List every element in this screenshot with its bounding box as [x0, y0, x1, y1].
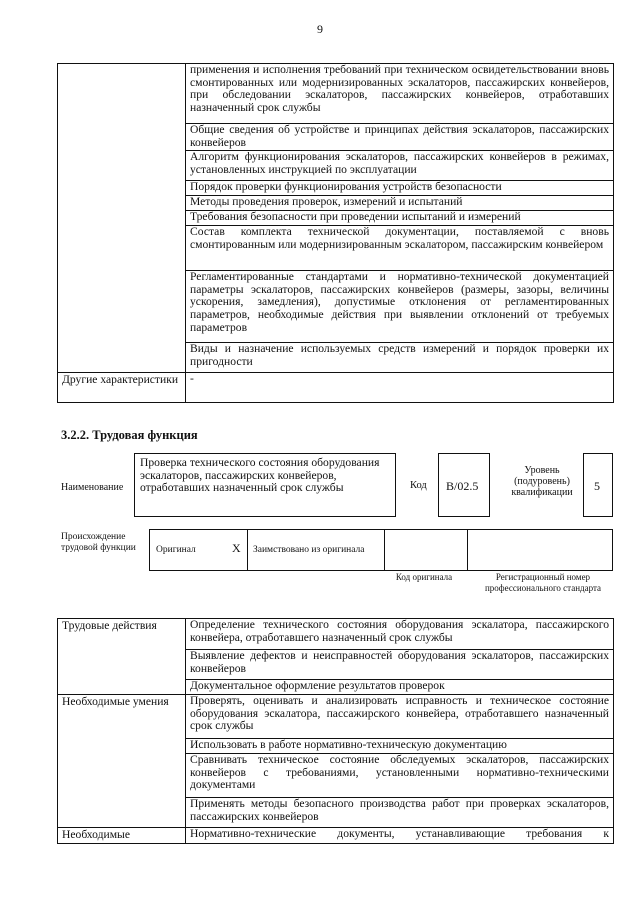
skill-item: Проверять, оценивать и анализировать исправность и техническое состояние оборудования эскалатора, пассажирского конвейера, отработавшего назначенный срок службы [186, 695, 614, 739]
section-title: 3.2.2. Трудовая функция [61, 428, 198, 442]
action-item: Выявление дефектов и неисправностей оборудования эскалаторов, пассажирских конвейеров [186, 650, 614, 680]
function-name-box [134, 453, 396, 517]
function-name: Проверка технического состояния оборудования эскалаторов, пассажирских конвейеров, отработавших назначенный срок службы [140, 456, 380, 495]
table-row [58, 373, 614, 403]
table-row [58, 828, 614, 844]
knowledge-item: Виды и назначение используемых средств измерений и порядок проверки их пригодности [186, 343, 614, 373]
knowledge-item: Нормативно-технические документы, устанавливающие требования к [186, 828, 614, 844]
row-label-knowledge: Необходимые [58, 828, 186, 844]
row-label-actions: Трудовые действия [58, 619, 186, 695]
row-label-other: Другие характеристики [58, 373, 186, 403]
knowledge-item: Алгоритм функционирования эскалаторов, пассажирских конвейеров в режимах, установленных инструкцией по эксплуатации [186, 151, 614, 181]
code-value: B/02.5 [446, 479, 479, 493]
table-row [58, 695, 614, 739]
knowledge-item: применения и исполнения требований при техническом освидетельствовании вновь смонтированных или модернизированных эскалаторов, пассажирских конвейеров, при обследовании эскалаторов, пассажирских конвейеров, отработавших назначенный срок службы [186, 64, 614, 124]
row-label [58, 64, 186, 373]
other-value: - [186, 373, 614, 403]
page-number: 9 [317, 22, 323, 36]
knowledge-item: Состав комплекта технической документации, поставляемой с вновь смонтированным или модернизированным эскалатором, пассажирским конвейером [186, 226, 614, 271]
original-code-caption: Код оригинала [395, 572, 453, 582]
knowledge-item: Методы проведения проверок, измерений и испытаний [186, 196, 614, 211]
skill-item: Использовать в работе нормативно-техническую документацию [186, 739, 614, 754]
skill-item: Применять методы безопасного производства работ при проверках эскалаторов, пассажирских конвейеров [186, 798, 614, 828]
action-item: Определение технического состояния оборудования эскалатора, пассажирского конвейера, отработавшего назначенный срок службы [186, 619, 614, 650]
knowledge-table [57, 63, 614, 403]
name-label: Наименование [61, 482, 124, 493]
row-label-skills: Необходимые умения [58, 695, 186, 828]
knowledge-item: Требования безопасности при проведении испытаний и измерений [186, 211, 614, 226]
borrowed-cell [247, 529, 385, 571]
borrowed-label: Заимствовано из оригинала [253, 545, 365, 555]
original-mark: X [232, 541, 241, 555]
table-row [58, 64, 614, 124]
original-label: Оригинал [156, 545, 196, 555]
knowledge-item: Общие сведения об устройстве и принципах действия эскалаторов, пассажирских конвейеров [186, 124, 614, 151]
knowledge-item: Порядок проверки функционирования устройств безопасности [186, 181, 614, 196]
functions-table [57, 618, 614, 844]
origin-label: Происхождение трудовой функции [61, 532, 136, 553]
code-box [438, 453, 490, 517]
origin-strip [149, 529, 613, 571]
code-label: Код [410, 480, 427, 491]
skill-item: Сравнивать техническое состояние обследуемых эскалаторов, пассажирских конвейеров с требованиями, установленными нормативно-техническими документами [186, 754, 614, 798]
knowledge-item: Регламентированные стандартами и нормативно-технической документацией параметры эскалаторов, пассажирских конвейеров (размеры, зазоры, величины ускорения, замедления), допустимые отклонения от регламентированных параметров, необходимые действия при выявлении отклонений от требуемых параметров [186, 271, 614, 343]
action-item: Документальное оформление результатов проверок [186, 680, 614, 695]
original-code-cell [384, 529, 468, 571]
level-box [583, 453, 613, 517]
original-cell [149, 529, 248, 571]
registration-caption: Регистрационный номер профессионального стандарта [484, 572, 602, 593]
level-value: 5 [594, 479, 600, 493]
level-label: Уровень (подуровень) квалификации [511, 465, 573, 498]
table-row [58, 619, 614, 650]
